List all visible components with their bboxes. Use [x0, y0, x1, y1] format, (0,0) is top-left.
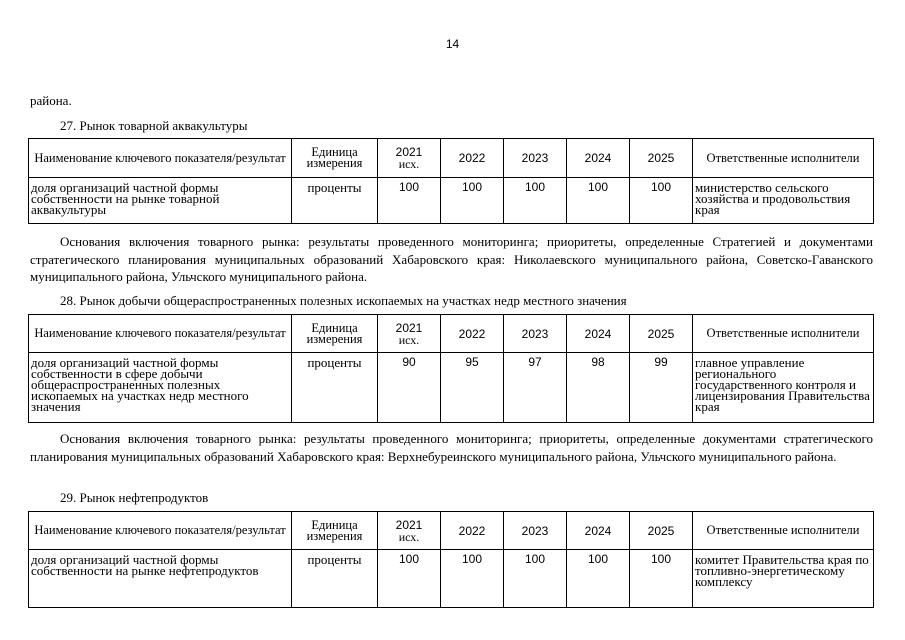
page-number: 14 — [445, 37, 460, 51]
header-2021 — [378, 139, 441, 178]
table-header-row — [29, 139, 874, 178]
cell-2022: 95 — [441, 353, 504, 423]
cell-2022: 100 — [441, 550, 504, 608]
cell-indicator: доля организаций частной формы собственности в сфере добычи общераспространенных полезных ископаемых на участках недр местного значения — [29, 353, 292, 423]
header-2024: 2024 — [567, 315, 630, 353]
table-row — [29, 178, 874, 224]
header-executors: Ответственные исполнители — [693, 512, 874, 550]
header-unit: Единица измерения — [292, 315, 378, 353]
basis-paragraph-28: Основания включения товарного рынка: результаты проведенного мониторинга; приоритеты, определенные документами стратегического планирования муниципальных образований Хабаровского края: Верхнебуреинского муниципального района, Ульчского муниципального района. — [30, 431, 873, 464]
header-unit: Единица измерения — [292, 139, 378, 178]
header-indicator: Наименование ключевого показателя/результат — [29, 139, 292, 178]
cell-unit: проценты — [292, 353, 378, 423]
indicator-table-28 — [28, 314, 874, 423]
header-2023: 2023 — [504, 139, 567, 178]
cell-2024: 100 — [567, 178, 630, 224]
indicator-table-27 — [28, 138, 874, 224]
cell-2021: 100 — [378, 550, 441, 608]
header-executors: Ответственные исполнители — [693, 315, 874, 353]
header-2025: 2025 — [630, 315, 693, 353]
cell-unit: проценты — [292, 178, 378, 224]
header-unit: Единица измерения — [292, 512, 378, 550]
header-2021 — [378, 512, 441, 550]
cell-2023: 97 — [504, 353, 567, 423]
header-2021-year: 2021 — [395, 320, 423, 335]
header-2021 — [378, 315, 441, 353]
table-row — [29, 353, 874, 423]
header-2021-sub: исх. — [398, 157, 420, 171]
table-header-row — [29, 512, 874, 550]
cell-2021: 90 — [378, 353, 441, 423]
lead-text: района. — [30, 93, 72, 108]
header-2024: 2024 — [567, 139, 630, 178]
table-header-row — [29, 315, 874, 353]
basis-paragraph-27: Основания включения товарного рынка: результаты проведенного мониторинга; приоритеты, определенные Стратегией и документами стратегического планирования муниципальных образований Хабаровского края: Николаевского муниципального района, Советско-Гаванского муниципального района, Ульчского муниципального района. — [30, 234, 873, 284]
header-2022: 2022 — [441, 315, 504, 353]
header-2022: 2022 — [441, 512, 504, 550]
section-heading-28: 28. Рынок добычи общераспространенных полезных ископаемых на участках недр местного значения — [60, 293, 627, 308]
table-row — [29, 550, 874, 608]
header-2024: 2024 — [567, 512, 630, 550]
cell-2022: 100 — [441, 178, 504, 224]
header-2021-sub: исх. — [398, 529, 420, 544]
indicator-table-29 — [28, 511, 874, 608]
cell-2024: 100 — [567, 550, 630, 608]
cell-2025: 100 — [630, 178, 693, 224]
header-2023: 2023 — [504, 512, 567, 550]
cell-indicator: доля организаций частной формы собственности на рынке нефтепродуктов — [29, 550, 292, 608]
cell-unit: проценты — [292, 550, 378, 608]
cell-executors: главное управление регионального государственного контроля и лицензирования Правительства края — [693, 353, 874, 423]
header-2025: 2025 — [630, 512, 693, 550]
header-2022: 2022 — [441, 139, 504, 178]
cell-2021: 100 — [378, 178, 441, 224]
header-indicator: Наименование ключевого показателя/результат — [29, 315, 292, 353]
header-2025: 2025 — [630, 139, 693, 178]
header-2021-sub: исх. — [398, 332, 420, 347]
header-2021-year: 2021 — [395, 145, 423, 159]
cell-2025: 99 — [630, 353, 693, 423]
header-2021-year: 2021 — [395, 517, 423, 532]
cell-2023: 100 — [504, 178, 567, 224]
cell-executors: министерство сельского хозяйства и продовольствия края — [693, 178, 874, 224]
cell-2025: 100 — [630, 550, 693, 608]
header-2023: 2023 — [504, 315, 567, 353]
section-heading-29: 29. Рынок нефтепродуктов — [60, 490, 209, 505]
cell-2023: 100 — [504, 550, 567, 608]
section-heading-27: 27. Рынок товарной аквакультуры — [60, 118, 248, 133]
header-executors: Ответственные исполнители — [693, 139, 874, 178]
header-indicator: Наименование ключевого показателя/результат — [29, 512, 292, 550]
cell-2024: 98 — [567, 353, 630, 423]
cell-indicator: доля организаций частной формы собственности на рынке товарной аквакультуры — [29, 178, 292, 224]
cell-executors: комитет Правительства края по топливно-энергетическому комплексу — [693, 550, 874, 608]
